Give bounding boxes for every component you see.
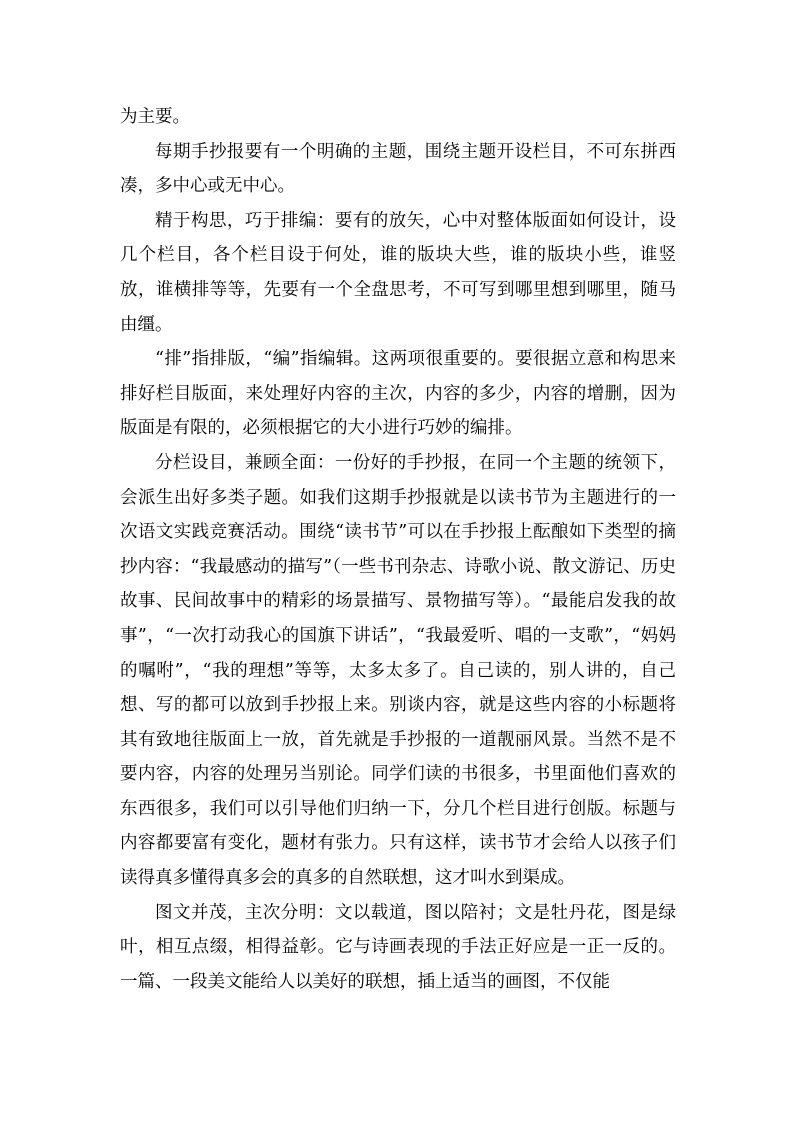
paragraph-illustrations: 图文并茂，主次分明：文以载道，图以陪衬；文是牡丹花，图是绿叶，相互点缀，相得益彰。它与诗画表现的手法正好应是一正一反的。一篇、一段美文能给人以美好的联想，插上适当的画图，不仅能 [120,902,676,992]
paragraph-continuation: 为主要。 [120,107,190,127]
paragraph-columns: 分栏设目，兼顾全面：一份好的手抄报，在同一个主题的统领下，会派生出好多类子题。如我们这期手抄报就是以读书节为主题进行的一次语文实践竞赛活动。围绕“读书节”可以在手抄报上酝酿如下类型的摘抄内容：“我最感动的描写”（一些书刊杂志、诗歌小说、散文游记、历史故事、民间故事中的精彩的场景描写、景物描写等）。“最能启发我的故事”，“一次打动我心的国旗下讲话”，“我最爱听、唱的一支歌”，“妈妈的嘱咐”，“我的理想”等等，太多太多了。自己读的，别人讲的，自己想、写的都可以放到手抄报上来。别谈内容，就是这些内容的小标题将其有致地往版面上一放，首先就是手抄报的一道靓丽风景。当然不是不要内容，内容的处理另当别论。同学们读的书很多，书里面他们喜欢的东西很多，我们可以引导他们归纳一下，分几个栏目进行创版。标题与内容都要富有变化，题材有张力。只有这样，读书节才会给人以孩子们读得真多懂得真多会的真多的自然联想，这才叫水到渠成。 [120,452,676,889]
paragraph-composition: 精于构思，巧于排编：要有的放矢，心中对整体版面如何设计，设几个栏目，各个栏目设于何处，谁的版块大些，谁的版块小些，谁竖放，谁横排等等，先要有一个全盘思考，不可写到哪里想到哪里，随马由缰。 [120,210,676,335]
document-body [120,100,676,999]
paragraph-theme: 每期手抄报要有一个明确的主题，围绕主题开设栏目，不可东拼西凑，多中心或无中心。 [120,141,676,197]
paragraph-layout-editing: “排”指排版，“编”指编辑。这两项很重要的。要很据立意和构思来排好栏目版面，来处理好内容的主次，内容的多少，内容的增删，因为版面是有限的，必须根据它的大小进行巧妙的编排。 [120,349,676,439]
